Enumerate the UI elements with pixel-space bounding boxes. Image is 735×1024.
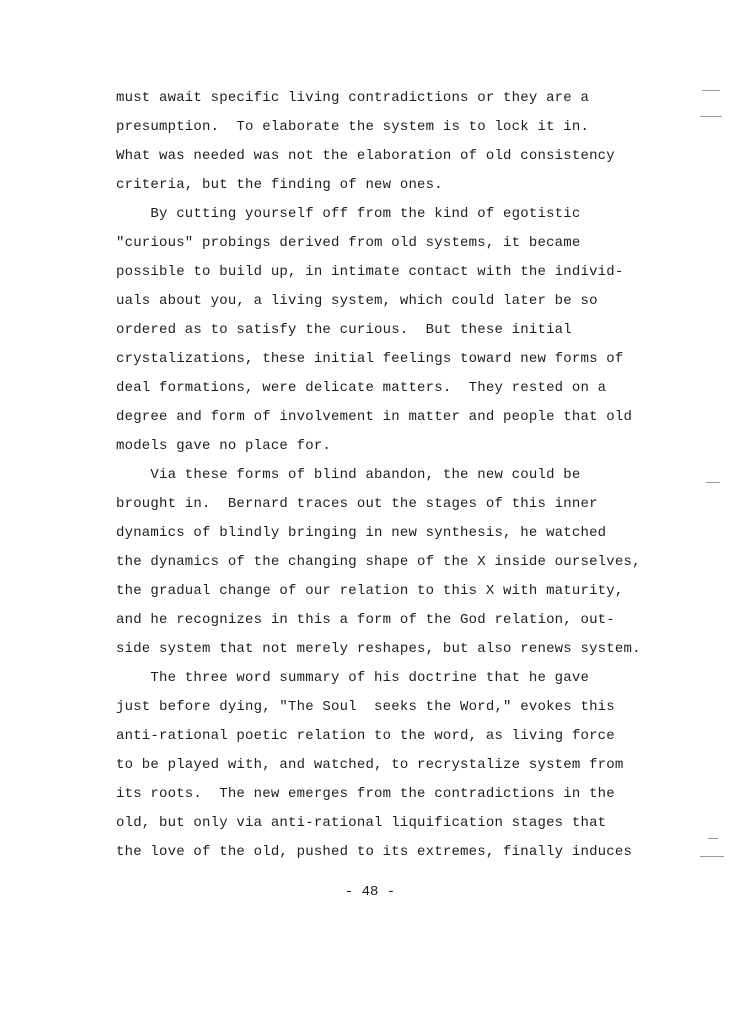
text-line: anti-rational poetic relation to the word, as living force bbox=[116, 728, 615, 744]
text-line: just before dying, "The Soul seeks the Word," evokes this bbox=[116, 699, 615, 715]
text-line: its roots. The new emerges from the contradictions in the bbox=[116, 786, 615, 802]
text-line: crystalizations, these initial feelings toward new forms of bbox=[116, 351, 624, 367]
text-line: and he recognizes in this a form of the God relation, out- bbox=[116, 612, 615, 628]
page-number: - 48 - bbox=[344, 884, 396, 900]
text-line: Via these forms of blind abandon, the new could be bbox=[116, 467, 581, 483]
text-line: presumption. To elaborate the system is to lock it in. bbox=[116, 119, 590, 135]
text-line: the love of the old, pushed to its extremes, finally induces bbox=[116, 844, 633, 860]
text-line: brought in. Bernard traces out the stages of this inner bbox=[116, 496, 598, 512]
scan-mark bbox=[700, 856, 724, 857]
text-line: deal formations, were delicate matters. They rested on a bbox=[116, 380, 607, 396]
text-line: What was needed was not the elaboration of old consistency bbox=[116, 148, 615, 164]
text-line: By cutting yourself off from the kind of egotistic bbox=[116, 206, 581, 222]
text-line: models gave no place for. bbox=[116, 438, 332, 454]
text-line: dynamics of blindly bringing in new synthesis, he watched bbox=[116, 525, 607, 541]
text-line: "curious" probings derived from old systems, it became bbox=[116, 235, 581, 251]
text-line: possible to build up, in intimate contact with the individ- bbox=[116, 264, 624, 280]
scan-mark bbox=[700, 116, 722, 117]
text-line: criteria, but the finding of new ones. bbox=[116, 177, 443, 193]
scan-mark bbox=[708, 838, 718, 839]
scan-mark bbox=[706, 482, 720, 483]
text-line: to be played with, and watched, to recrystalize system from bbox=[116, 757, 624, 773]
text-line: the gradual change of our relation to this X with maturity, bbox=[116, 583, 624, 599]
text-line: must await specific living contradictions or they are a bbox=[116, 90, 590, 106]
scan-mark bbox=[702, 90, 720, 91]
text-line: side system that not merely reshapes, but also renews system. bbox=[116, 641, 641, 657]
text-line: degree and form of involvement in matter and people that old bbox=[116, 409, 633, 425]
text-line: The three word summary of his doctrine that he gave bbox=[116, 670, 590, 686]
text-line: ordered as to satisfy the curious. But these initial bbox=[116, 322, 572, 338]
text-line: the dynamics of the changing shape of the X inside ourselves, bbox=[116, 554, 641, 570]
text-line: uals about you, a living system, which could later be so bbox=[116, 293, 598, 309]
text-line: old, but only via anti-rational liquification stages that bbox=[116, 815, 607, 831]
body-text bbox=[116, 87, 676, 870]
